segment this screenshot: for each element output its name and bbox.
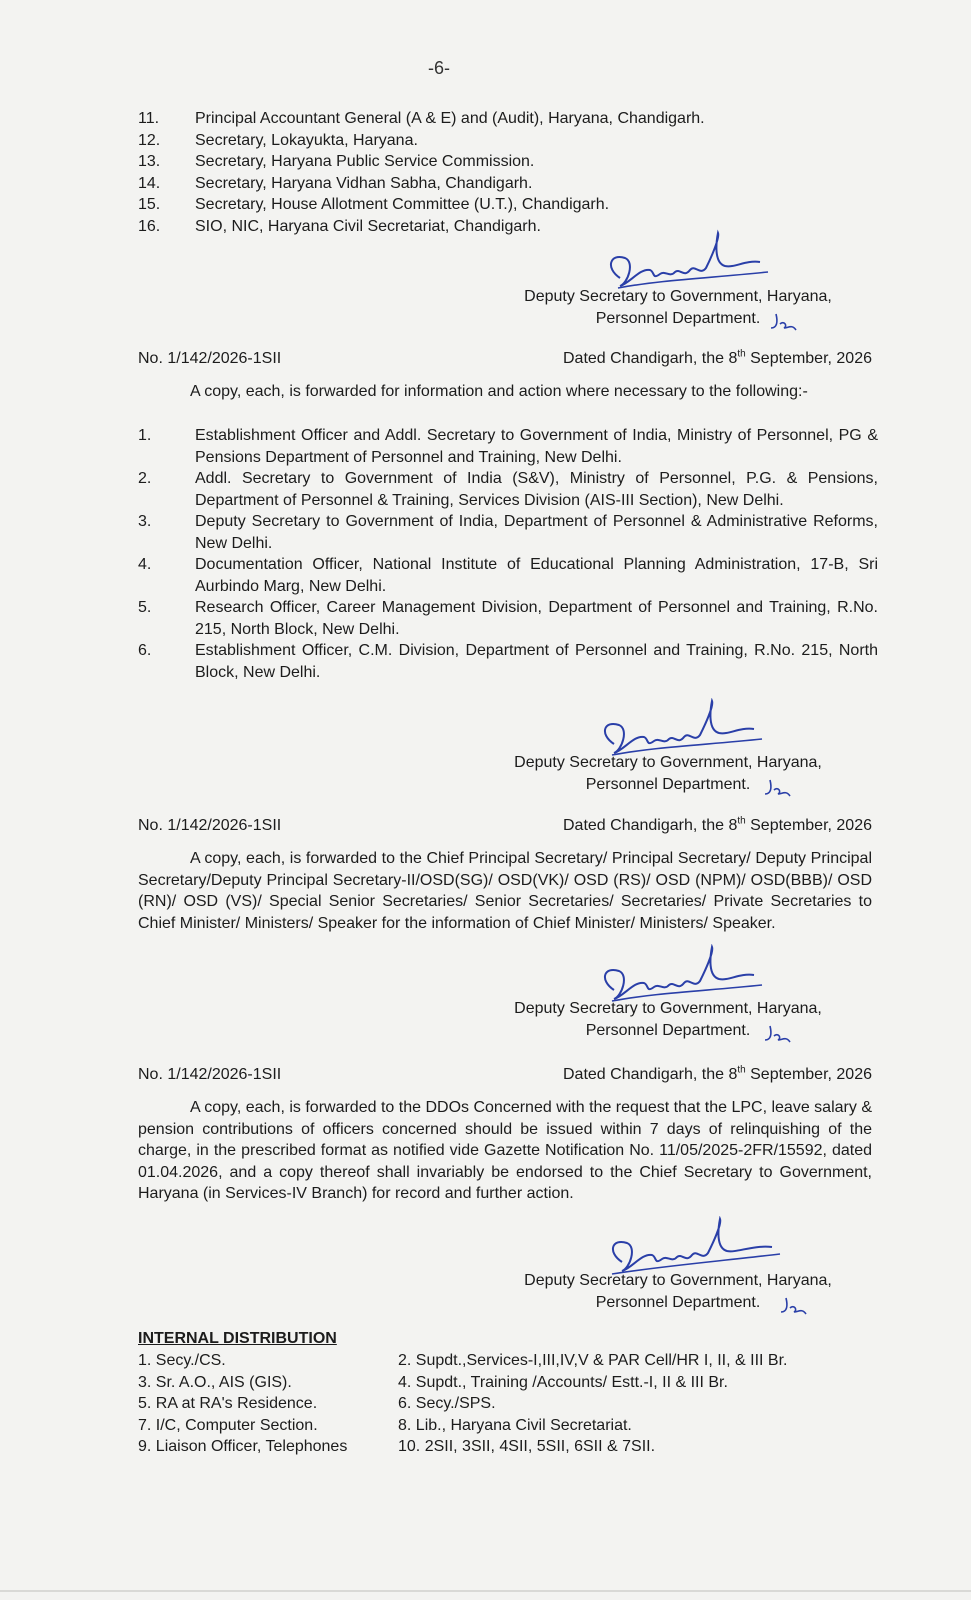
forwarding-paragraph: A copy, each, is forwarded to the DDOs Concerned with the request that the LPC, leave salary & pension contributions of officers concerned should be issued within 7 days of relinquishing of the charge, in the prescribed format as notified vide Gazette Notification No. 11/05/2025-2FR/15592, dated 01.04.2026, and a copy thereof shall invariably be endorsed to the Chief Secretary to Government, Haryana (in Services-IV Branch) for record and further action. [138, 1099, 872, 1202]
internal-distribution-list [138, 1350, 878, 1458]
list-item: 15. Secretary, House Allotment Committee (U.T.), Chandigarh. [138, 196, 610, 213]
signatory-title: Deputy Secretary to Government, Haryana, [514, 1000, 822, 1017]
list-item: 2. Addl. Secretary to Government of India (S&V), Ministry of Personnel, P.G. & Pensions, Department of Personnel & Training, Services Division (AIS-III Section), New Delhi. [138, 470, 878, 509]
recipient-list-external [138, 425, 878, 683]
memo-date: Dated Chandigarh, the 8th September, 2026 [563, 348, 872, 367]
forwarding-paragraph: A copy, each, is forwarded for information and action where necessary to the following:- [190, 383, 808, 400]
list-item: 12. Secretary, Lokayukta, Haryana. [138, 131, 418, 149]
memo-date: Dated Chandigarh, the 8th September, 2026 [563, 1064, 872, 1083]
signature-block [468, 752, 868, 795]
list-item: 5. Research Officer, Career Management Division, Department of Personnel and Training, R.No. 215, North Block, New Delhi. [138, 599, 878, 638]
memo-number: No. 1/142/2026-1SII [138, 1066, 282, 1083]
distribution-row: 3. Sr. A.O., AIS (GIS). 4. Supdt., Training /Accounts/ Estt.-I, II & III Br. [138, 1373, 728, 1391]
signatory-department: Personnel Department. [585, 775, 751, 793]
list-item: 16. SIO, NIC, Haryana Civil Secretariat, Chandigarh. [138, 217, 541, 235]
list-item: 13. Secretary, Haryana Public Service Commission. [138, 153, 535, 170]
distribution-row: 7. I/C, Computer Section. 8. Lib., Haryana Civil Secretariat. [138, 1416, 632, 1434]
memo-number: No. 1/142/2026-1SII [138, 817, 282, 834]
list-item: 3. Deputy Secretary to Government of India, Department of Personnel & Administrative Reforms, New Delhi. [138, 513, 878, 552]
signature-block [468, 998, 868, 1041]
distribution-row: 1. Secy./CS. 2. Supdt.,Services-I,III,IV,V & PAR Cell/HR I, II, & III Br. [138, 1352, 788, 1369]
list-item: 14. Secretary, Haryana Vidhan Sabha, Chandigarh. [138, 174, 533, 192]
reference-line [138, 1064, 872, 1086]
page-edge-divider [0, 1590, 971, 1592]
signatory-title: Deputy Secretary to Government, Haryana, [524, 1272, 832, 1289]
signatory-department: Personnel Department. [595, 1293, 761, 1311]
signatory-department: Personnel Department. [585, 1021, 751, 1039]
signature-block [478, 286, 878, 329]
memo-date: Dated Chandigarh, the 8th September, 2026 [563, 815, 872, 834]
signatory-department: Personnel Department. [595, 309, 761, 327]
initials-scribble [778, 1294, 808, 1318]
list-item: 6. Establishment Officer, C.M. Division, Department of Personnel and Training, R.No. 215, North Block, New Delhi. [138, 642, 878, 681]
reference-line [138, 348, 872, 370]
forwarding-paragraph: A copy, each, is forwarded to the Chief Principal Secretary/ Principal Secretary/ Deputy Principal Secretary/Deputy Principal Secretary-II/OSD(SG)/ OSD(VK)/ OSD (RS)/ OSD (NPM)/ OSD(BBB)/ OSD (RN)/ OSD (VS)/ Special Senior Secretaries/ Senior Secretaries/ Secretaries/ Private Secretaries to Chief Minister/ Ministers/ Speaker for the information of Chief Minister/ Ministers/ Speaker. [138, 850, 872, 932]
initials-scribble [762, 1022, 792, 1046]
list-item: 4. Documentation Officer, National Institute of Educational Planning Administration, 17-B, Sri Aurbindo Marg, New Delhi. [138, 556, 878, 595]
list-item: 1. Establishment Officer and Addl. Secretary to Government of India, Ministry of Personnel, PG & Pensions Department of Personnel and Training, New Delhi. [138, 427, 878, 466]
internal-distribution-heading: INTERNAL DISTRIBUTION [138, 1330, 337, 1347]
signatory-title: Deputy Secretary to Government, Haryana, [524, 288, 832, 305]
signatory-title: Deputy Secretary to Government, Haryana, [514, 754, 822, 771]
initials-scribble [768, 310, 798, 334]
memo-number: No. 1/142/2026-1SII [138, 350, 282, 367]
recipient-list-top [138, 108, 878, 237]
distribution-row: 5. RA at RA's Residence. 6. Secy./SPS. [138, 1395, 496, 1412]
page-number: -6- [428, 58, 450, 78]
distribution-row: 9. Liaison Officer, Telephones 10. 2SII, 3SII, 4SII, 5SII, 6SII & 7SII. [138, 1438, 656, 1455]
initials-scribble [762, 776, 792, 800]
list-item: 11. Principal Accountant General (A & E) and (Audit), Haryana, Chandigarh. [138, 110, 705, 127]
reference-line [138, 815, 872, 837]
signature-block [478, 1270, 878, 1313]
